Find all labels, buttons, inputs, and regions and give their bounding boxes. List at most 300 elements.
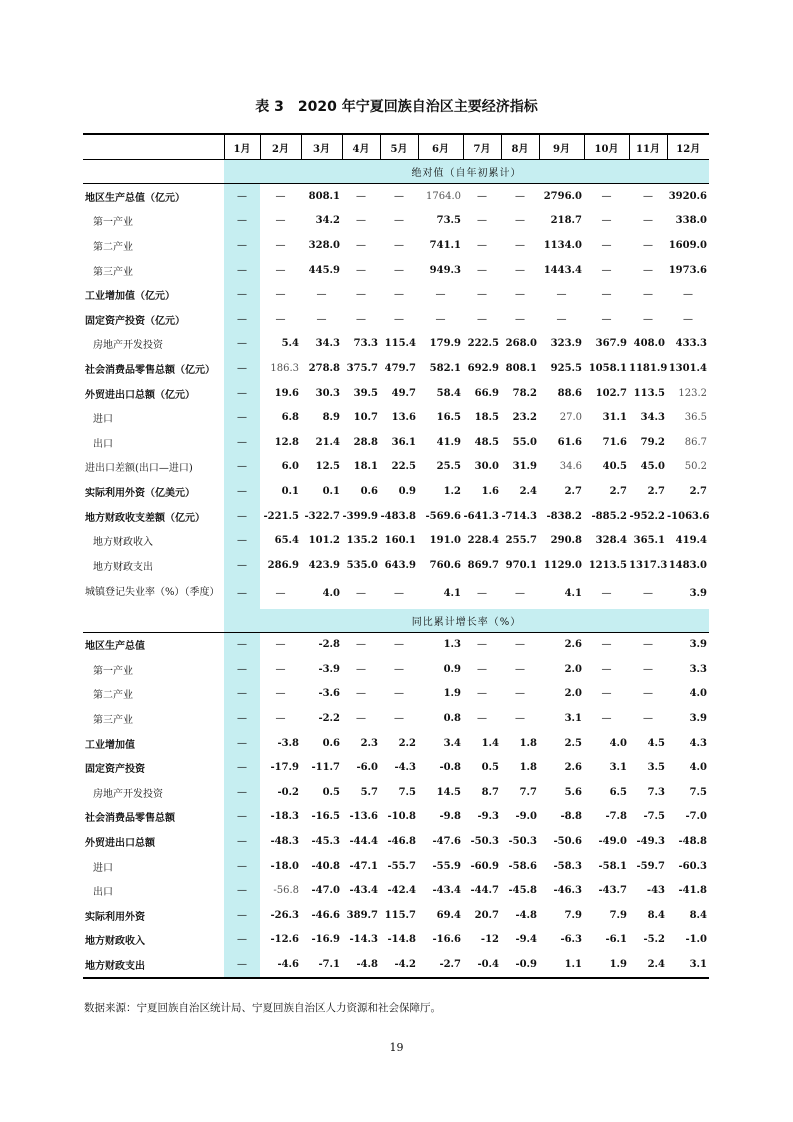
table-cell: — bbox=[275, 639, 286, 651]
table-cell: 8.4 bbox=[689, 909, 707, 921]
table-cell: -3.9 bbox=[318, 663, 340, 675]
table-cell: 286.9 bbox=[267, 559, 299, 571]
month-header: 6月 bbox=[418, 134, 463, 160]
table-cell: -60.3 bbox=[678, 860, 707, 872]
table-cell: — bbox=[224, 282, 260, 307]
table-cell: — bbox=[477, 587, 487, 599]
table-cell: 0.6 bbox=[360, 485, 378, 497]
month-header: 12月 bbox=[667, 134, 709, 160]
table-cell: — bbox=[394, 313, 404, 325]
month-header: 3月 bbox=[301, 134, 342, 160]
table-cell: 73.3 bbox=[353, 338, 378, 350]
table-cell: — bbox=[224, 504, 260, 529]
month-header: 9月 bbox=[539, 134, 584, 160]
table-cell: 692.9 bbox=[467, 362, 499, 374]
table-cell: 12.5 bbox=[315, 461, 340, 473]
table-row bbox=[83, 805, 709, 830]
table-cell: — bbox=[224, 657, 260, 682]
table-title: 表 3 2020 年宁夏回族自治区主要经济指标 bbox=[255, 99, 538, 115]
table-cell: 1764.0 bbox=[426, 190, 461, 202]
table-cell: 123.2 bbox=[678, 387, 707, 399]
section-header: 绝对值（自年初累计） bbox=[224, 160, 709, 184]
table-cell: 1.3 bbox=[443, 639, 461, 651]
month-header: 10月 bbox=[584, 134, 629, 160]
table-cell: 30.3 bbox=[315, 387, 340, 399]
table-cell: -9.4 bbox=[515, 934, 537, 946]
row-label: 房地产开发投资 bbox=[93, 788, 163, 800]
table-cell: — bbox=[515, 313, 525, 325]
table-cell: 13.6 bbox=[391, 412, 416, 424]
table-cell: -2.7 bbox=[418, 952, 463, 978]
table-cell: — bbox=[224, 184, 260, 209]
table-row bbox=[83, 356, 709, 381]
table-cell: — bbox=[601, 587, 612, 599]
table-cell: — bbox=[601, 688, 612, 700]
row-label: 工业增加值（亿元） bbox=[85, 291, 175, 303]
header-blank bbox=[83, 134, 224, 160]
table-cell: 7.7 bbox=[519, 786, 537, 798]
table-row bbox=[83, 928, 709, 953]
table-cell: — bbox=[394, 713, 404, 725]
table-cell: — bbox=[224, 233, 260, 258]
table-cell: 1301.4 bbox=[668, 362, 707, 374]
table-row bbox=[83, 405, 709, 430]
table-cell: — bbox=[601, 289, 612, 301]
table-cell: -48.3 bbox=[270, 836, 299, 848]
table-cell: -5.2 bbox=[643, 934, 665, 946]
table-cell: — bbox=[356, 587, 366, 599]
table-cell: 445.9 bbox=[308, 264, 340, 276]
table-cell: 113.5 bbox=[633, 387, 665, 399]
row-label: 第二产业 bbox=[93, 690, 133, 702]
table-cell: — bbox=[224, 780, 260, 805]
table-cell: — bbox=[477, 713, 487, 725]
table-cell: 808.1 bbox=[308, 190, 340, 202]
table-cell: 4.1 bbox=[564, 587, 582, 599]
row-label: 第一产业 bbox=[93, 217, 133, 229]
row-label: 第二产业 bbox=[93, 241, 133, 253]
table-row bbox=[83, 430, 709, 455]
table-cell: 1483.0 bbox=[668, 559, 707, 571]
row-label: 固定资产投资 bbox=[85, 764, 145, 776]
table-cell: — bbox=[477, 688, 487, 700]
table-cell: — bbox=[643, 289, 653, 301]
table-cell: 0.1 bbox=[322, 485, 340, 497]
table-cell: 25.5 bbox=[436, 461, 461, 473]
table-cell: 643.9 bbox=[384, 559, 416, 571]
table-cell: 2.7 bbox=[689, 485, 707, 497]
table-cell: -46.3 bbox=[553, 885, 582, 897]
table-cell: — bbox=[224, 258, 260, 283]
table-cell: — bbox=[643, 239, 653, 251]
row-label: 地区生产总值（亿元） bbox=[85, 192, 185, 204]
table-cell: — bbox=[515, 289, 525, 301]
table-cell: 278.8 bbox=[308, 362, 340, 374]
row-label: 第一产业 bbox=[93, 665, 133, 677]
table-cell: — bbox=[316, 313, 327, 325]
table-cell: -6.0 bbox=[356, 762, 378, 774]
table-row bbox=[83, 632, 709, 657]
table-cell: -17.9 bbox=[270, 762, 299, 774]
row-label: 外贸进出口总额（亿元） bbox=[85, 389, 195, 401]
table-cell: — bbox=[224, 209, 260, 234]
table-cell: -3.8 bbox=[277, 737, 299, 749]
table-cell: 290.8 bbox=[550, 535, 582, 547]
table-cell: 39.5 bbox=[353, 387, 378, 399]
table-cell: -9.3 bbox=[477, 811, 499, 823]
table-row bbox=[83, 657, 709, 682]
table-cell: 18.5 bbox=[474, 412, 499, 424]
table-cell: 5.4 bbox=[281, 338, 299, 350]
month-header: 7月 bbox=[463, 134, 501, 160]
table-cell: -10.8 bbox=[387, 811, 416, 823]
table-cell: — bbox=[356, 289, 366, 301]
table-cell: — bbox=[394, 688, 404, 700]
table-cell: -838.2 bbox=[546, 510, 582, 522]
table-cell: -16.5 bbox=[311, 811, 340, 823]
table-row bbox=[83, 780, 709, 805]
table-cell: 55.0 bbox=[512, 436, 537, 448]
table-cell: -47.6 bbox=[432, 836, 461, 848]
table-cell: 2.6 bbox=[564, 762, 582, 774]
table-cell: 6.8 bbox=[281, 412, 299, 424]
table-cell: — bbox=[356, 215, 366, 227]
table-cell: 102.7 bbox=[595, 387, 627, 399]
section-header-blank bbox=[83, 160, 224, 184]
table-cell: -50.6 bbox=[553, 836, 582, 848]
table-cell: -4.2 bbox=[380, 952, 418, 978]
table-cell: -46.8 bbox=[387, 836, 416, 848]
table-cell: 3.9 bbox=[689, 639, 707, 651]
table-cell: 22.5 bbox=[391, 461, 416, 473]
table-cell: -42.4 bbox=[387, 885, 416, 897]
table-cell: — bbox=[224, 430, 260, 455]
row-label: 进出口差额(出口—进口) bbox=[85, 463, 193, 475]
table-cell: 433.3 bbox=[675, 338, 707, 350]
table-cell: 71.6 bbox=[602, 436, 627, 448]
table-cell: — bbox=[275, 688, 286, 700]
table-cell: 1129.0 bbox=[543, 559, 582, 571]
table-cell: 1.9 bbox=[443, 688, 461, 700]
table-cell: 3.4 bbox=[443, 737, 461, 749]
table-cell: 34.6 bbox=[559, 461, 582, 473]
table-cell: 328.0 bbox=[308, 239, 340, 251]
row-label: 外贸进出口总额 bbox=[85, 838, 155, 850]
table-cell: -58.3 bbox=[553, 860, 582, 872]
table-cell: 0.6 bbox=[322, 737, 340, 749]
table-cell: -58.6 bbox=[508, 860, 537, 872]
table-cell: 4.0 bbox=[689, 688, 707, 700]
table-cell: 50.2 bbox=[684, 461, 707, 473]
section-header-row bbox=[83, 160, 709, 184]
table-cell: -18.3 bbox=[270, 811, 299, 823]
table-cell: -55.9 bbox=[432, 860, 461, 872]
table-cell: 328.4 bbox=[595, 535, 627, 547]
table-cell: -12.6 bbox=[270, 934, 299, 946]
table-cell: 1973.6 bbox=[668, 264, 707, 276]
section-header: 同比累计增长率（%） bbox=[224, 609, 709, 633]
table-cell: 10.7 bbox=[353, 412, 378, 424]
table-cell: — bbox=[477, 239, 487, 251]
table-cell: — bbox=[356, 190, 366, 202]
table-cell: 535.0 bbox=[346, 559, 378, 571]
table-cell: 34.3 bbox=[315, 338, 340, 350]
row-label: 出口 bbox=[93, 438, 113, 450]
table-cell: -45.3 bbox=[311, 836, 340, 848]
table-cell: — bbox=[224, 682, 260, 707]
row-label: 固定资产投资（亿元） bbox=[85, 315, 185, 327]
table-cell: -14.3 bbox=[349, 934, 378, 946]
table-cell: 88.6 bbox=[557, 387, 582, 399]
table-cell: -55.7 bbox=[387, 860, 416, 872]
table-cell: 4.0 bbox=[689, 762, 707, 774]
table-cell: 34.3 bbox=[640, 412, 665, 424]
table-cell: -6.1 bbox=[605, 934, 627, 946]
table-cell: -43 bbox=[646, 885, 665, 897]
table-cell: — bbox=[394, 215, 404, 227]
table-cell: — bbox=[515, 264, 525, 276]
table-cell: 2.0 bbox=[564, 663, 582, 675]
table-cell: — bbox=[515, 587, 525, 599]
table-cell: 1134.0 bbox=[543, 239, 582, 251]
table-cell: 423.9 bbox=[308, 559, 340, 571]
table-row bbox=[83, 682, 709, 707]
table-cell: — bbox=[435, 289, 446, 301]
table-cell: 115.4 bbox=[384, 338, 416, 350]
table-cell: 48.5 bbox=[474, 436, 499, 448]
table-cell: 389.7 bbox=[346, 909, 378, 921]
table-cell: -952.2 bbox=[629, 510, 665, 522]
table-cell: -47.1 bbox=[349, 860, 378, 872]
table-cell: — bbox=[435, 313, 446, 325]
table-row bbox=[83, 184, 709, 209]
table-cell: — bbox=[477, 313, 487, 325]
table-cell: -1.0 bbox=[685, 934, 707, 946]
row-label: 第三产业 bbox=[93, 266, 133, 278]
table-cell: -4.8 bbox=[515, 909, 537, 921]
month-header: 11月 bbox=[629, 134, 667, 160]
table-cell: 0.5 bbox=[481, 762, 499, 774]
row-label: 城镇登记失业率（%）（季度） bbox=[85, 587, 220, 598]
row-label: 进口 bbox=[93, 414, 113, 426]
table-cell: — bbox=[601, 313, 612, 325]
table-cell: 8.7 bbox=[481, 786, 499, 798]
page-number: 19 bbox=[389, 1041, 404, 1054]
table-cell: 4.3 bbox=[689, 737, 707, 749]
table-row bbox=[83, 282, 709, 307]
table-cell: 179.9 bbox=[429, 338, 461, 350]
table-cell: -58.1 bbox=[598, 860, 627, 872]
table-cell: — bbox=[683, 289, 693, 301]
table-cell: — bbox=[275, 587, 286, 599]
table-cell: 3.3 bbox=[689, 663, 707, 675]
table-cell: 2796.0 bbox=[543, 190, 582, 202]
table-cell: — bbox=[683, 313, 693, 325]
table-cell: 2.3 bbox=[360, 737, 378, 749]
table-cell: 7.9 bbox=[609, 909, 627, 921]
table-cell: -49.3 bbox=[636, 836, 665, 848]
table-cell: 7.5 bbox=[398, 786, 416, 798]
table-cell: — bbox=[515, 688, 525, 700]
table-cell: 582.1 bbox=[429, 362, 461, 374]
table-cell: — bbox=[356, 688, 366, 700]
table-cell: — bbox=[224, 755, 260, 780]
table-cell: -7.1 bbox=[301, 952, 342, 978]
table-cell: 4.5 bbox=[647, 737, 665, 749]
table-row bbox=[83, 381, 709, 406]
table-cell: 66.9 bbox=[474, 387, 499, 399]
month-header-row bbox=[83, 134, 709, 160]
table-cell: 8.4 bbox=[647, 909, 665, 921]
row-label: 实际利用外资（亿美元） bbox=[85, 487, 195, 499]
table-cell: 73.5 bbox=[436, 215, 461, 227]
row-label: 地区生产总值 bbox=[85, 641, 145, 653]
table-cell: — bbox=[224, 479, 260, 504]
table-cell: 255.7 bbox=[505, 535, 537, 547]
table-cell: — bbox=[224, 455, 260, 480]
table-cell: 101.2 bbox=[308, 535, 340, 547]
table-cell: — bbox=[224, 952, 260, 978]
table-cell: -59.7 bbox=[636, 860, 665, 872]
data-source-note: 数据来源：宁夏回族自治区统计局、宁夏回族自治区人力资源和社会保障厅。 bbox=[84, 1002, 441, 1014]
table-cell: -47.0 bbox=[311, 885, 340, 897]
table-cell: — bbox=[643, 215, 653, 227]
table-cell: — bbox=[601, 239, 612, 251]
table-cell: — bbox=[643, 713, 653, 725]
table-cell: — bbox=[515, 663, 525, 675]
table-cell: 2.2 bbox=[398, 737, 416, 749]
table-cell: 5.7 bbox=[360, 786, 378, 798]
table-cell: -7.5 bbox=[643, 811, 665, 823]
table-cell: 925.5 bbox=[550, 362, 582, 374]
table-cell: -60.9 bbox=[470, 860, 499, 872]
indicator-table bbox=[83, 133, 709, 979]
table-cell: -9.8 bbox=[439, 811, 461, 823]
table-cell: — bbox=[275, 264, 286, 276]
table-cell: 2.7 bbox=[564, 485, 582, 497]
table-row bbox=[83, 952, 709, 978]
table-cell: 3.1 bbox=[564, 713, 582, 725]
table-cell: -2.8 bbox=[318, 639, 340, 651]
table-cell: — bbox=[515, 215, 525, 227]
table-cell: 34.2 bbox=[315, 215, 340, 227]
table-cell: 5.6 bbox=[564, 786, 582, 798]
table-cell: — bbox=[643, 639, 653, 651]
table-cell: 135.2 bbox=[346, 535, 378, 547]
table-cell: — bbox=[643, 313, 653, 325]
table-cell: -4.8 bbox=[342, 952, 380, 978]
table-cell: -7.8 bbox=[605, 811, 627, 823]
table-cell: — bbox=[356, 713, 366, 725]
row-label: 地方财政收入 bbox=[93, 537, 153, 549]
table-row bbox=[83, 479, 709, 504]
table-row bbox=[83, 903, 709, 928]
table-cell: 8.9 bbox=[322, 412, 340, 424]
month-header: 5月 bbox=[380, 134, 418, 160]
table-cell: 365.1 bbox=[633, 535, 665, 547]
table-cell: -44.7 bbox=[470, 885, 499, 897]
table-cell: — bbox=[224, 829, 260, 854]
table-cell: 970.1 bbox=[505, 559, 537, 571]
table-cell: — bbox=[224, 553, 260, 578]
table-row bbox=[83, 332, 709, 357]
table-cell: -13.6 bbox=[349, 811, 378, 823]
table-cell: -43.4 bbox=[349, 885, 378, 897]
table-cell: — bbox=[556, 289, 567, 301]
table-cell: 1443.4 bbox=[543, 264, 582, 276]
table-cell: -46.6 bbox=[311, 909, 340, 921]
table-cell: — bbox=[356, 239, 366, 251]
table-cell: — bbox=[643, 688, 653, 700]
table-cell: — bbox=[224, 878, 260, 903]
table-cell: 3.9 bbox=[689, 587, 707, 599]
table-row bbox=[83, 854, 709, 879]
table-cell: 186.3 bbox=[270, 362, 299, 374]
table-cell: -18.0 bbox=[270, 860, 299, 872]
table-cell: — bbox=[556, 313, 567, 325]
table-cell: 3.5 bbox=[647, 762, 665, 774]
table-cell: 30.0 bbox=[474, 461, 499, 473]
row-label: 实际利用外资 bbox=[85, 911, 145, 923]
table-cell: — bbox=[601, 190, 612, 202]
table-cell: 58.4 bbox=[436, 387, 461, 399]
table-cell: 375.7 bbox=[346, 362, 378, 374]
table-cell: — bbox=[275, 215, 286, 227]
table-cell: 49.7 bbox=[391, 387, 416, 399]
table-cell: 1.8 bbox=[519, 762, 537, 774]
table-cell: -43.4 bbox=[432, 885, 461, 897]
table-cell: — bbox=[394, 289, 404, 301]
table-cell: 3.9 bbox=[689, 713, 707, 725]
table-cell: — bbox=[224, 731, 260, 756]
table-cell: 191.0 bbox=[429, 535, 461, 547]
table-cell: 18.1 bbox=[353, 461, 378, 473]
table-cell: 0.9 bbox=[398, 485, 416, 497]
table-cell: 86.7 bbox=[684, 436, 707, 448]
row-label: 第三产业 bbox=[93, 715, 133, 727]
table-cell: 367.9 bbox=[595, 338, 627, 350]
table-cell: -9.0 bbox=[515, 811, 537, 823]
table-cell: -49.0 bbox=[598, 836, 627, 848]
table-cell: — bbox=[601, 639, 612, 651]
table-cell: — bbox=[224, 307, 260, 332]
table-cell: -43.7 bbox=[598, 885, 627, 897]
table-cell: — bbox=[275, 713, 286, 725]
table-cell: — bbox=[477, 264, 487, 276]
table-cell: 323.9 bbox=[550, 338, 582, 350]
table-cell: -2.2 bbox=[318, 713, 340, 725]
table-cell: -0.9 bbox=[501, 952, 539, 978]
month-header: 1月 bbox=[224, 134, 260, 160]
table-cell: 6.0 bbox=[281, 461, 299, 473]
table-cell: 1181.9 bbox=[629, 362, 668, 374]
table-cell: — bbox=[224, 405, 260, 430]
table-cell: — bbox=[643, 587, 653, 599]
table-cell: — bbox=[275, 313, 286, 325]
table-cell: — bbox=[515, 713, 525, 725]
table-cell: — bbox=[224, 356, 260, 381]
table-cell: — bbox=[275, 239, 286, 251]
table-cell: — bbox=[394, 190, 404, 202]
table-cell: — bbox=[275, 190, 286, 202]
table-cell: -50.3 bbox=[508, 836, 537, 848]
table-cell: -221.5 bbox=[263, 510, 299, 522]
table-cell: -1063.6 bbox=[667, 510, 710, 522]
table-cell: — bbox=[224, 528, 260, 553]
row-label: 地方财政收入 bbox=[85, 936, 145, 948]
row-label: 社会消费品零售总额 bbox=[85, 813, 175, 825]
table-cell: — bbox=[316, 289, 327, 301]
